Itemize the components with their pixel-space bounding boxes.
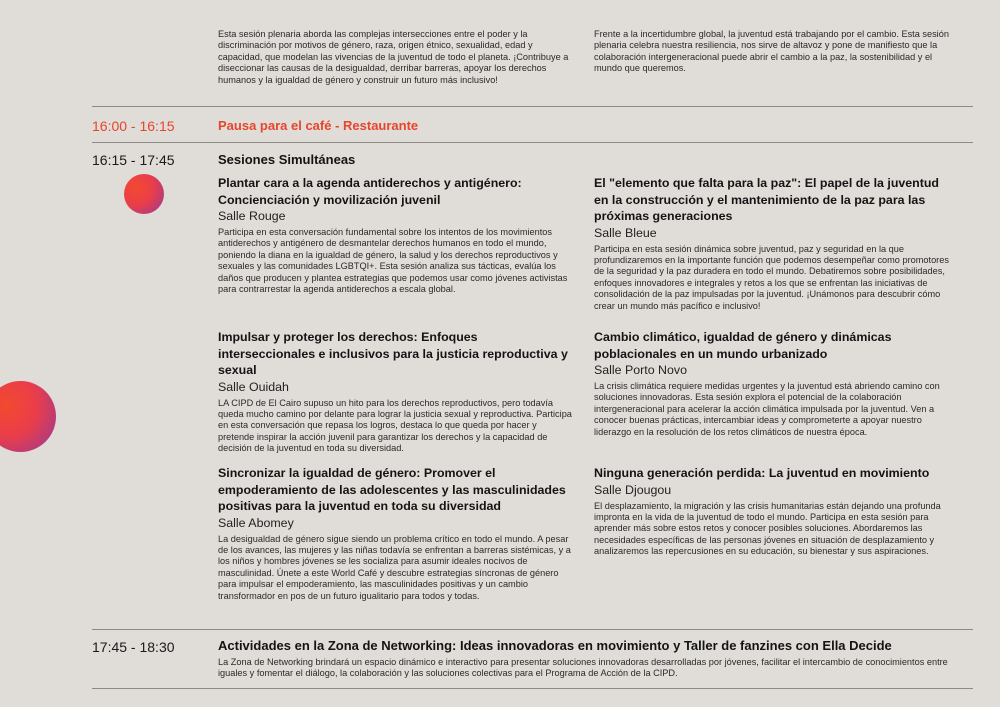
parallel-time: 16:15 - 17:45 (92, 152, 175, 168)
break-time: 16:00 - 16:15 (92, 118, 175, 134)
networking-time: 17:45 - 18:30 (92, 639, 175, 655)
plenary-intro-left: Esta sesión plenaria aborda las complejas intersecciones entre el poder y la discriminación por motivos de género, raza, origen étnico, sexualidad, edad y capacidad, que modelan las vivencias de la juventud de todo el planeta. ¡Contribuye a diseccionar las causas de la desigualdad, derribar barreras, apoyar los derechos humanos y la igualdad de género y construir un futuro más inclusivo! (218, 29, 569, 85)
networking-title: Actividades en la Zona de Networking: Ideas innovadoras en movimiento y Taller de fanzines con Ella Decide (218, 638, 892, 653)
session-description: Participa en esta conversación fundamental sobre los intentos de los movimientos antiderechos y antigénero de desmantelar derechos humanos en todo el mundo, poniendo la diana en la igualdad de género, la salud y los derechos reproductivos y sexuales y las comunidades LGBTQI+. Esta sesión analiza sus tácticas, evalúa los daños que producen y plantea estrategias que podemos usar como jóvenes activistas para contrarrestar la agenda antiderechos a escala global. (218, 227, 568, 295)
session-description: El desplazamiento, la migración y las crisis humanitarias están dejando una profunda impronta en la vida de la juventud de todo el mundo. Participa en esta sesión para aprender más sobre estos retos y conocer posibles soluciones. Abordaremos las necesidades específicas de las personas jóvenes en situación de desplazamiento y analizaremos las repercusiones en su educación, su bienestar y sus aspiraciones. (594, 500, 941, 557)
break-title: Pausa para el café - Restaurante (218, 118, 419, 133)
session-room: Salle Ouidah (218, 379, 289, 394)
divider (92, 142, 973, 143)
divider (92, 106, 973, 107)
session-card-gender-equality (218, 465, 573, 602)
networking-description: La Zona de Networking brindará un espacio dinámico e interactivo para presentar soluciones innovadoras desarrolladas por jóvenes, facilitar el intercambio de conocimientos entre iguales y fomentar el diálogo, la colaboración y las soluciones colectivas para el Programa de Acción de la CIPD. (218, 657, 948, 679)
decorative-gradient-dot-large (0, 381, 56, 452)
session-title: Ninguna generación perdida: La juventud en movimiento (594, 466, 930, 480)
session-room: Salle Porto Novo (594, 363, 687, 377)
session-title: Plantar cara a la agenda antiderechos y antigénero: Concienciación y movilización juvenil (218, 176, 522, 207)
session-title: Cambio climático, igualdad de género y dinámicas poblacionales en un mundo urbanizado (594, 330, 892, 361)
plenary-intro-right: Frente a la incertidumbre global, la juventud está trabajando por el cambio. Esta sesión plenaria celebra nuestra resiliencia, nos sirve de altavoz y pone de manifiesto que la colaboración intergeneracional puede abrir el cambio a la paz, la sostenibilidad y el mundo que queremos. (594, 29, 949, 74)
session-title: El "elemento que falta para la paz": El papel de la juventud en la construcción y el mantenimiento de la paz para las próximas generaciones (594, 176, 940, 223)
session-description: Participa en esta sesión dinámica sobre juventud, paz y seguridad en la que profundizaremos en la importante función que podemos desempeñar como promotores de la seguridad y la paz duradera en todo el mundo. Debatiremos sobre posibilidades, enfoques innovadores e integrales y retos a los que se enfrentan las iniciativas de consolidación de la paz impulsadas por la juventud. ¡Unámonos para descubrir cómo crear un mundo más pacífico e inclusivo! (594, 243, 949, 311)
session-card-displacement (594, 465, 954, 558)
parallel-title: Sesiones Simultáneas (218, 152, 356, 167)
session-card-anti-rights (218, 175, 573, 295)
decorative-gradient-dot (124, 174, 164, 214)
session-title: Impulsar y proteger los derechos: Enfoques interseccionales e inclusivos para la justicia reproductiva y sexual (218, 330, 568, 377)
session-room: Salle Rouge (218, 209, 286, 223)
session-room: Salle Bleue (594, 225, 657, 240)
session-card-reproductive-justice (218, 329, 573, 455)
session-card-climate (594, 329, 954, 438)
session-room: Salle Djougou (594, 482, 672, 497)
session-card-peace (594, 175, 954, 312)
session-description: La desigualdad de género sigue siendo un problema crítico en todo el mundo. A pesar de los avances, las mujeres y las niñas todavía se enfrentan a barreras sistémicas, y a los niños y hombres jóvenes se les socializa para asumir ideales nocivos de masculinidad. Únete a este World Café y descubre estrategias síncronas de género para impulsar el empoderamiento, las masculinidades positivas y un cambio transformador en pos de un futuro igualitario para todos y todas. (218, 533, 571, 601)
divider (92, 629, 973, 630)
session-room: Salle Abomey (218, 515, 294, 530)
divider (92, 688, 973, 689)
session-title: Sincronizar la igualdad de género: Promover el empoderamiento de las adolescentes y las masculinidades positivas para la juventud en toda su diversidad (218, 466, 566, 513)
session-description: LA CIPD de El Cairo supuso un hito para los derechos reproductivos, pero todavía queda mucho camino por delante para lograr la justicia sexual y reproductiva. Participa en esta conversación que repasa los logros, destaca lo que queda por hacer y pretende inspirar la acción juvenil para garantizar los derechos y la capacidad de decisión de la juventud en toda su diversidad. (218, 397, 572, 454)
session-description: La crisis climática requiere medidas urgentes y la juventud está abriendo camino con soluciones innovadoras. Esta sesión explora el potencial de la colaboración intergeneracional para acelerar la acción climática impulsada por la juventud. Ven a conocer buenas prácticas, intercambiar ideas y comprometerte a apoyar nuestro liderazgo en la resolución de los retos climáticos de nuestra época. (594, 381, 940, 437)
